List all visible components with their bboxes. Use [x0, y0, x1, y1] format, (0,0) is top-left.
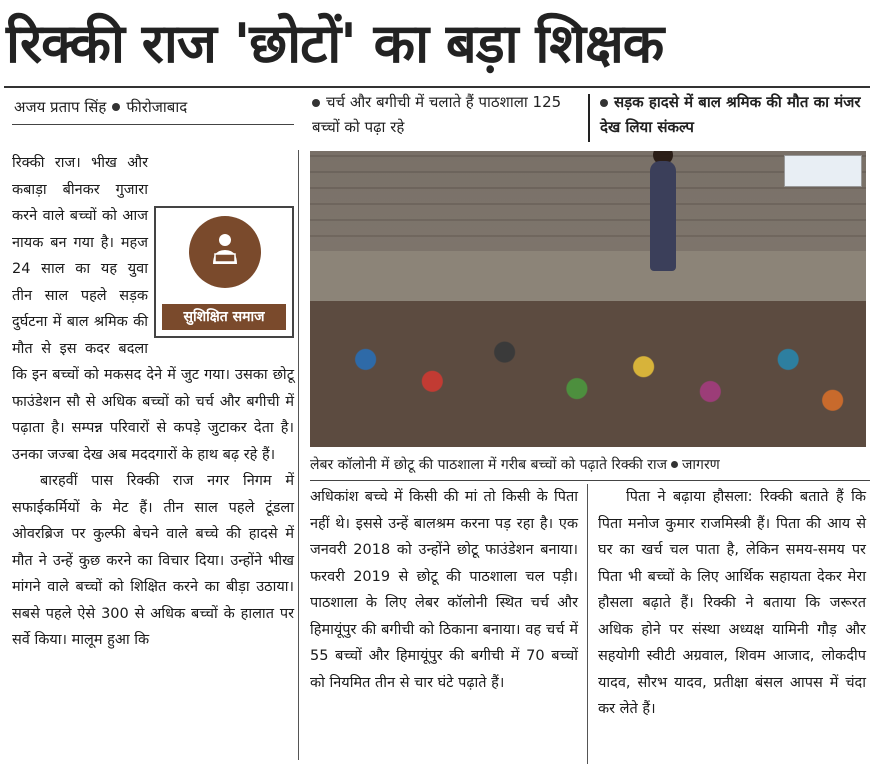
headline: रिक्की राज 'छोटों' का बड़ा शिक्षक — [6, 12, 664, 75]
column-divider-1 — [298, 150, 299, 760]
subhead-2 — [600, 90, 864, 140]
subhead-1-text: चर्च और बगीची में चलाते हैं पाठशाला 125 बच्चों को पढ़ा रहे — [312, 93, 562, 136]
caption-credit: जागरण — [682, 457, 720, 473]
logo-label: सुशिक्षित समाज — [162, 304, 286, 330]
caption-rule — [310, 480, 870, 481]
byline — [14, 92, 187, 122]
column-2-paragraph: अधिकांश बच्चे में किसी की मां तो किसी के पिता नहीं थे। इससे उन्हें बालश्रम करना पड़ रहा है। एक जनवरी 2018 को उन्होंने छोटू फाउंडेशन बनाया। फरवरी 2019 से छोटू की पाठशाला चल पड़ी। पाठशाला के लिए लेबर कॉलोनी स्थित चर्च और हिमायूंपुर की बगीची को ठिकाना बनाया। वह चर्च में 55 बच्चों और हिमायूंपुर की बगीची में 70 बच्चों को नियमित तीन से चार घंटे पढ़ाते हैं। — [310, 489, 578, 691]
bullet-icon — [112, 103, 120, 111]
photo-children — [310, 301, 866, 447]
news-photo — [310, 151, 866, 447]
article-column-2 — [310, 484, 578, 696]
article-column-3 — [598, 484, 866, 723]
top-rule — [4, 86, 870, 88]
column-3-paragraph: पिता ने बढ़ाया हौसला: रिक्की बताते हैं कि पिता मनोज कुमार राजमिस्त्री हैं। पिता की आय से घर का खर्च चल पाता है, लेकिन समय-समय पर पिता भी बच्चों के लिए आर्थिक सहायता देकर मेरा हौसला बढ़ाते हैं। रिक्की ने बताया कि जरूरत अधिक होने पर संस्था अध्यक्ष यामिनी गौड़ और सहयोगी स्वीटी अग्रवाल, शिवम आजाद, लोकदीप यादव, सौरभ यादव, प्रतीक्षा बंसल आपस में चंदा कर लेते हैं। — [598, 489, 866, 717]
photo-caption — [310, 452, 870, 478]
byline-rule — [12, 124, 294, 125]
bullet-icon — [600, 99, 608, 107]
photo-teacher — [650, 161, 676, 271]
subhead-1 — [312, 90, 580, 140]
person-reading-icon — [189, 216, 261, 288]
subhead-2-text: सड़क हादसे में बाल श्रमिक की मौत का मंजर देख लिया संकल्प — [600, 93, 861, 136]
article-column-1 — [12, 150, 294, 654]
person-reading-svg — [203, 230, 247, 274]
column-1-paragraph-2: बारहवीं पास रिक्की राज नगर निगम में सफाईकर्मियों के मेट हैं। तीन साल पहले टूंडला ओवरब्रिज पर कुल्फी बेचने वाले बच्चे की हादसे में मौत ने उन्हें कुछ करने का विचार दिया। उन्होंने भीख मांगने वाले बच्चों को शिक्षित करने का बीड़ा उठाया। सबसे पहले ऐसे 300 से अधिक बच्चों के हालात पर सर्वे किया। मालूम हुआ कि — [12, 473, 294, 648]
byline-author: अजय प्रताप सिंह — [14, 98, 107, 116]
column-1-paragraph-1: रिक्की राज। भीख और कबाड़ा बीनकर गुजारा करने वाले बच्चों को आज नायक बन गया है। महज 24 साल का यह युवा तीन साल पहले सड़क दुर्घटना में बाल श्रमिक की मौत से इस कदर बदला कि इन बच्चों को मकसद देने में जुट गया। उसका छोटू फाउंडेशन सौ से अधिक बच्चों को चर्च और बगीची में पढ़ाता है। सम्पन्न परिवारों से कपड़े जुटाकर देता है। उनका जज्बा देख अब मददगारों के हाथ बढ़ रहे हैं। — [12, 155, 294, 463]
banner-sign-icon — [784, 155, 862, 187]
bullet-icon — [671, 461, 678, 468]
caption-text: लेबर कॉलोनी में छोटू की पाठशाला में गरीब बच्चों को पढ़ाते रिक्की राज — [310, 457, 668, 473]
photo-wall — [310, 151, 866, 251]
column-divider-2 — [587, 484, 588, 764]
section-logo — [154, 206, 294, 338]
subhead-divider — [588, 94, 590, 142]
byline-place: फीरोजाबाद — [126, 98, 188, 116]
bullet-icon — [312, 99, 320, 107]
